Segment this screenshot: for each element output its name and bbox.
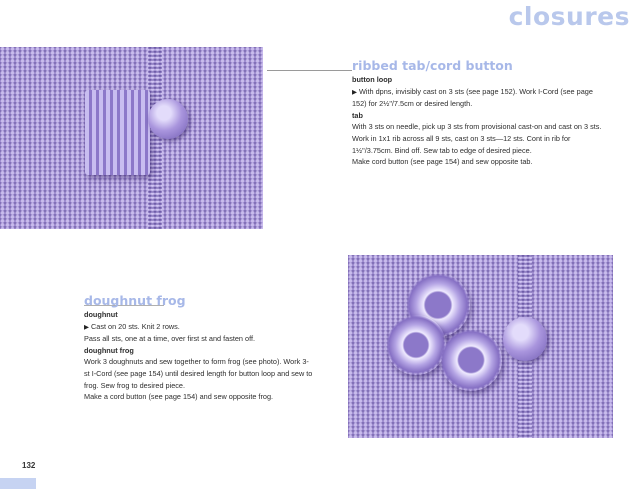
doughnut-ring — [440, 329, 502, 391]
doughnut-ring — [386, 315, 446, 375]
instruction-text: Cast on 20 sts. Knit 2 rows. — [91, 321, 180, 331]
arrow-bullet-icon: ▶ — [352, 88, 357, 96]
cord-button — [503, 317, 547, 361]
heading-rule — [267, 70, 352, 71]
subheading-doughnut: doughnut — [84, 310, 118, 319]
doughnut-frog-instructions — [84, 309, 314, 403]
page-number: 132 — [22, 461, 36, 470]
folio-bar — [0, 478, 36, 489]
subheading-button-loop: button loop — [352, 75, 393, 84]
bullet-item — [352, 86, 602, 110]
doughnut-frog-photo — [348, 255, 613, 438]
instruction-text: With 3 sts on needle, pick up 3 sts from provisional cast-on and cast on 3 sts. Work in 1x1 rib across all 9 sts, cast on 3 sts—12 sts. Cont in rib for 1½"/3.75cm. Bind off. Sew tab to edge of desired piece. — [352, 122, 602, 155]
section-heading-doughnut-frog: doughnut frog — [84, 293, 186, 308]
cord-button — [148, 99, 188, 139]
instruction-text: With dpns, invisibly cast on 3 sts (see page 152). Work I-Cord (see page 152) for 2½"/7.5cm or desired length. — [352, 86, 593, 109]
instruction-text: Work 3 doughnuts and sew together to form frog (see photo). Work 3-st I-Cord (see page 154) until desired length for button loop and sew to frog. Sew frog to desired piece. — [84, 357, 313, 390]
bullet-item — [84, 321, 314, 334]
knit-seam — [148, 47, 162, 229]
instruction-text: Pass all sts, one at a time, over first st and fasten off. — [84, 334, 256, 344]
ribbed-tab-instructions — [352, 74, 602, 168]
section-heading-ribbed-tab: ribbed tab/cord button — [352, 58, 513, 73]
ribbed-tab-photo — [0, 47, 263, 229]
ribbed-tab — [85, 90, 150, 175]
chapter-title: closures — [508, 2, 630, 31]
subheading-doughnut-frog: doughnut frog — [84, 345, 134, 355]
instruction-text: Make cord button (see page 154) and sew opposite tab. — [352, 157, 533, 167]
arrow-bullet-icon: ▶ — [84, 323, 89, 331]
instruction-text: Make a cord button (see page 154) and sew opposite frog. — [84, 392, 274, 402]
subheading-tab: tab — [352, 110, 363, 120]
